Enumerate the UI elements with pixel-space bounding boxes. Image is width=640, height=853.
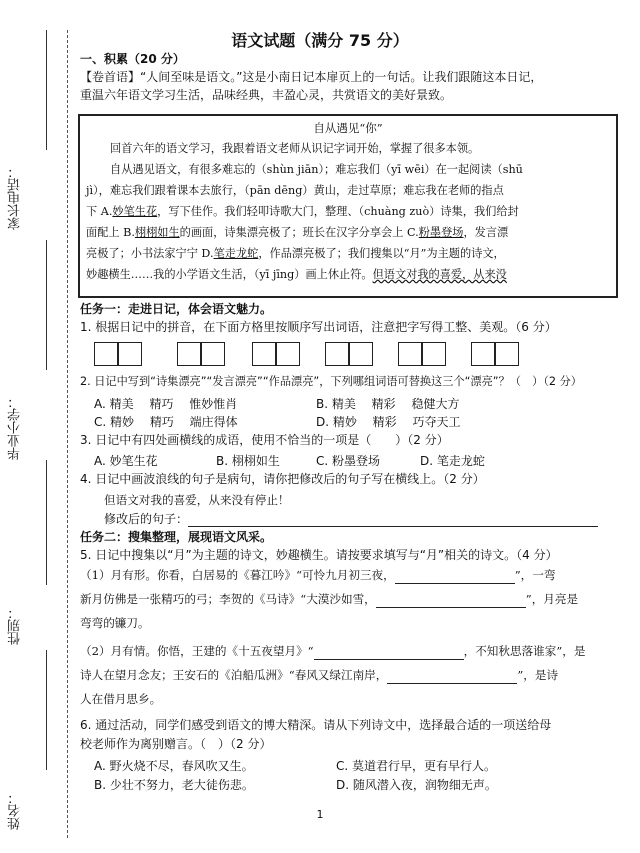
poem-text: ”，一弯 bbox=[514, 568, 556, 582]
diary-line-1: 回首六年的语文学习，我跟着语文老师从识记字词开始，掌握了很多本领。 bbox=[110, 142, 480, 155]
q5-part1-line3: 弯弯的镰刀。 bbox=[80, 616, 150, 630]
q2-option-d[interactable]: D. 精妙 精彩 巧夺天工 bbox=[316, 415, 461, 429]
idiom-c: 粉墨登场 bbox=[418, 226, 464, 239]
diary-line-3: jì），难忘我们跟着课本去旅行，（pān dēng）黄山，走过草原；难忘我在老师的指点 bbox=[86, 184, 504, 197]
q3-option-b[interactable]: B. 栩栩如生 bbox=[216, 454, 280, 468]
q5-blank-3[interactable] bbox=[314, 645, 464, 660]
q5-part2-line3: 人在借月思乡。 bbox=[80, 692, 162, 706]
poem-text: ，不知秋思落谁家”，是 bbox=[463, 644, 586, 658]
diary-text: ，写下佳作。我们轻叩诗歌大门，整理、（chuàng zuò）诗集，我们给封 bbox=[157, 205, 519, 218]
diary-title: 自从遇见“你” bbox=[313, 121, 383, 135]
gender-label: 性别： bbox=[8, 606, 23, 645]
poem-text: 诗人在望月念友；王安石的《泊船瓜洲》“春风又绿江南岸， bbox=[80, 668, 388, 682]
answer-box[interactable] bbox=[177, 342, 201, 366]
q6-option-c[interactable]: C. 莫道君行早，更有早行人。 bbox=[336, 759, 497, 773]
answer-box[interactable] bbox=[471, 342, 495, 366]
q2-option-b[interactable]: B. 精美 精彩 稳健大方 bbox=[316, 397, 460, 411]
q5-part1-line2 bbox=[80, 590, 578, 608]
q6-option-d[interactable]: D. 随风潜入夜，润物细无声。 bbox=[336, 778, 497, 792]
gender-field-line[interactable] bbox=[46, 460, 47, 585]
q5-blank-4[interactable] bbox=[387, 669, 517, 684]
poem-text: （1）月有形。你看，白居易的《暮江吟》“可怜九月初三夜， bbox=[80, 568, 395, 582]
q5-part2-line2 bbox=[80, 666, 558, 684]
diary-line-6 bbox=[86, 245, 505, 263]
poem-text: ”，月亮是 bbox=[525, 592, 579, 606]
binding-dash-line bbox=[67, 30, 68, 838]
q3-option-a[interactable]: A. 妙笔生花 bbox=[94, 454, 158, 468]
q5-blank-2[interactable] bbox=[376, 593, 526, 608]
idiom-b: 栩栩如生 bbox=[134, 226, 180, 239]
answer-box[interactable] bbox=[325, 342, 349, 366]
diary-text: 面配上 B. bbox=[86, 226, 135, 239]
q6-option-b[interactable]: B. 少壮不努力，老大徒伤悲。 bbox=[94, 778, 254, 792]
answer-box[interactable] bbox=[276, 342, 300, 366]
name-field-line[interactable] bbox=[46, 650, 47, 770]
answer-box[interactable] bbox=[398, 342, 422, 366]
task1-heading: 任务一：走进日记，体会语文魅力。 bbox=[80, 302, 273, 316]
answer-box[interactable] bbox=[118, 342, 142, 366]
q1-text: 1. 根据日记中的拼音，在下面方格里按顺序写出词语，注意把字写得工整、美观。（6 分） bbox=[80, 320, 557, 334]
diary-line-2: 自从遇见语文，有很多难忘的（shùn jiān）；难忘我们（yī wēi）在一起阅读（shū bbox=[110, 163, 523, 176]
answer-box[interactable] bbox=[422, 342, 446, 366]
q2-option-c[interactable]: C. 精妙 精巧 端庄得体 bbox=[94, 415, 238, 429]
q2-option-a[interactable]: A. 精美 精巧 惟妙惟肖 bbox=[94, 397, 238, 411]
answer-box[interactable] bbox=[94, 342, 118, 366]
wavy-sentence: 但语文对我的喜爱，从来没 bbox=[372, 268, 507, 281]
task2-heading: 任务二：搜集整理，展现语文风采。 bbox=[80, 530, 273, 544]
page-number: 1 bbox=[316, 808, 324, 821]
diary-text: 妙趣横生……我的小学语文生活，（yī jīng）画上休止符。 bbox=[86, 268, 373, 281]
q3-option-c[interactable]: C. 粉墨登场 bbox=[316, 454, 381, 468]
q3-option-d[interactable]: D. 笔走龙蛇 bbox=[420, 454, 485, 468]
diary-text: ，发言漂 bbox=[463, 226, 509, 239]
q5-text: 5. 日记中搜集以“月”为主题的诗文，妙趣横生。请按要求填写与“月”相关的诗文。（4 分） bbox=[80, 548, 558, 562]
q6-line-2: 校老师作为离别赠言。（ ）（2 分） bbox=[80, 737, 272, 751]
diary-line-7 bbox=[86, 266, 507, 284]
answer-box[interactable] bbox=[201, 342, 225, 366]
answer-box[interactable] bbox=[252, 342, 276, 366]
q3-text: 3. 日记中有四处画横线的成语，使用不恰当的一项是（ ）（2 分） bbox=[80, 433, 449, 447]
diary-text: 亮极了；小书法家宁宁 D. bbox=[86, 247, 214, 260]
parent-phone-label: 家长电话： bbox=[8, 165, 23, 230]
q4-answer-row bbox=[104, 510, 598, 527]
q5-part1-line1 bbox=[80, 566, 555, 584]
q2-text: 2. 日记中写到“诗集漂亮”“发言漂亮”“作品漂亮”，下列哪组词语可替换这三个“漂亮”？（ ）（2 分） bbox=[80, 375, 582, 388]
diary-line-5 bbox=[86, 224, 508, 242]
answer-box[interactable] bbox=[495, 342, 519, 366]
intro-line-2: 重温六年语文学习生活，品味经典，丰盈心灵，共赏语文的美好景致。 bbox=[80, 88, 453, 102]
answer-box[interactable] bbox=[349, 342, 373, 366]
poem-text: 新月仿佛是一张精巧的弓；李贺的《马诗》“大漠沙如雪， bbox=[80, 592, 376, 606]
poem-text: ”，是诗 bbox=[517, 668, 559, 682]
school-field-line[interactable] bbox=[46, 240, 47, 370]
q6-line-1: 6. 通过活动，同学们感受到语文的博大精深。请从下列诗文中，选择最合适的一项送给母 bbox=[80, 718, 552, 732]
intro-line-1: 【卷首语】“人间至味是语文。”这是小南日记本扉页上的一句话。让我们跟随这本日记， bbox=[80, 70, 543, 84]
name-label: 姓名： bbox=[8, 791, 23, 830]
q5-part2-line1 bbox=[80, 642, 585, 660]
q4-text: 4. 日记中画波浪线的句子是病句，请你把修改后的句子写在横线上。（2 分） bbox=[80, 472, 485, 486]
q4-sentence: 但语文对我的喜爱，从来没有停止！ bbox=[104, 493, 290, 507]
section1-heading: 一、积累（20 分） bbox=[80, 52, 185, 66]
diary-text: 的画面，诗集漂亮极了；班长在汉字分享会上 C. bbox=[179, 226, 419, 239]
q5-blank-1[interactable] bbox=[395, 569, 515, 584]
idiom-d: 笔走龙蛇 bbox=[213, 247, 259, 260]
diary-line-4 bbox=[86, 203, 519, 221]
q4-answer-blank[interactable] bbox=[188, 512, 598, 527]
idiom-a: 妙笔生花 bbox=[112, 205, 158, 218]
exam-title: 语文试题（满分 75 分） bbox=[231, 31, 409, 50]
diary-text: ，作品漂亮极了；我们搜集以“月”为主题的诗文， bbox=[258, 247, 505, 260]
poem-text: （2）月有情。你悟，王建的《十五夜望月》“ bbox=[80, 644, 314, 658]
school-label: 毕业小学： bbox=[8, 395, 23, 460]
q4-answer-label: 修改后的句子： bbox=[104, 512, 189, 526]
diary-text: 下 A. bbox=[86, 205, 113, 218]
q6-option-a[interactable]: A. 野火烧不尽，春风吹又生。 bbox=[94, 759, 254, 773]
